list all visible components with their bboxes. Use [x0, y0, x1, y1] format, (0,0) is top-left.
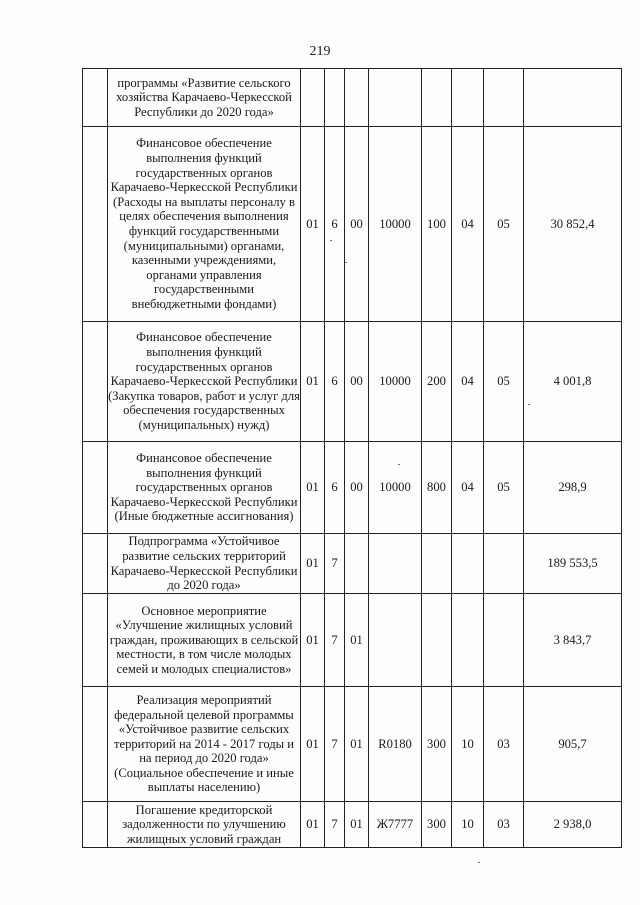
row-lead-cell [83, 687, 108, 802]
amount-cell: 189 553,5 [524, 534, 622, 594]
code-cell [369, 594, 422, 687]
code-cell: 01 [301, 802, 325, 848]
table-row [83, 69, 622, 127]
table-row [83, 322, 622, 442]
code-cell [484, 594, 524, 687]
code-cell [452, 69, 484, 127]
row-description: Финансовое обеспечение выполнения функций государственных органов Карачаево-Черкесской Республики (Закупка товаров, работ и услуг для обеспечения государственных (муниципальных) нужд) [108, 322, 301, 442]
code-cell: 01 [301, 442, 325, 534]
code-cell: 7 [325, 802, 345, 848]
code-cell: 04 [452, 322, 484, 442]
code-cell: 01 [345, 687, 369, 802]
code-cell: 03 [484, 802, 524, 848]
code-cell [345, 534, 369, 594]
code-cell: 01 [301, 687, 325, 802]
code-cell: 6 [325, 127, 345, 322]
code-cell: 10000 [369, 322, 422, 442]
code-cell: 7 [325, 534, 345, 594]
code-cell: 01 [301, 322, 325, 442]
scan-speck [528, 404, 530, 405]
row-lead-cell [83, 69, 108, 127]
table-row [83, 127, 622, 322]
code-cell: 7 [325, 687, 345, 802]
amount-cell: 3 843,7 [524, 594, 622, 687]
scan-speck [330, 240, 332, 241]
row-description: Реализация мероприятий федеральной целевой программы «Устойчивое развитие сельских территорий на 2014 - 2017 годы и на период до 2020 года» (Социальное обеспечение и иные выплаты населению) [108, 687, 301, 802]
code-cell: 100 [422, 127, 452, 322]
row-description: Подпрограмма «Устойчивое развитие сельских территорий Карачаево-Черкесской Республики до 2020 года» [108, 534, 301, 594]
code-cell: 10000 [369, 127, 422, 322]
code-cell [301, 69, 325, 127]
code-cell: 05 [484, 322, 524, 442]
amount-cell: 2 938,0 [524, 802, 622, 848]
code-cell [325, 69, 345, 127]
code-cell: 10 [452, 687, 484, 802]
row-description: Финансовое обеспечение выполнения функций государственных органов Карачаево-Черкесской Республики (Расходы на выплаты персоналу в целях обеспечения выполнения функций государственными (муниципальными) органами, казенными учреждениями, органами управления государственными внебюджетными фондами) [108, 127, 301, 322]
code-cell: 300 [422, 687, 452, 802]
code-cell: 10000 [369, 442, 422, 534]
code-cell: 01 [301, 534, 325, 594]
code-cell: 01 [301, 594, 325, 687]
row-lead-cell [83, 442, 108, 534]
code-cell: 01 [345, 594, 369, 687]
code-cell: 05 [484, 442, 524, 534]
code-cell: 00 [345, 442, 369, 534]
code-cell [422, 69, 452, 127]
code-cell: 10 [452, 802, 484, 848]
code-cell: 6 [325, 442, 345, 534]
amount-cell: 4 001,8 [524, 322, 622, 442]
row-description: программы «Развитие сельского хозяйства Карачаево-Черкесской Республики до 2020 года» [108, 69, 301, 127]
code-cell [452, 534, 484, 594]
row-lead-cell [83, 594, 108, 687]
row-lead-cell [83, 127, 108, 322]
code-cell [484, 534, 524, 594]
row-description: Финансовое обеспечение выполнения функций государственных органов Карачаево-Черкесской Республики (Иные бюджетные ассигнования) [108, 442, 301, 534]
row-lead-cell [83, 802, 108, 848]
code-cell: 800 [422, 442, 452, 534]
code-cell [345, 69, 369, 127]
code-cell: 00 [345, 322, 369, 442]
code-cell: Ж7777 [369, 802, 422, 848]
budget-table [82, 68, 622, 848]
row-lead-cell [83, 534, 108, 594]
code-cell: 01 [345, 802, 369, 848]
code-cell: 6 [325, 322, 345, 442]
scan-speck [345, 262, 347, 263]
page-number: 219 [309, 44, 331, 59]
code-cell: 00 [345, 127, 369, 322]
code-cell: 03 [484, 687, 524, 802]
amount-cell: 30 852,4 [524, 127, 622, 322]
code-cell: 04 [452, 127, 484, 322]
table-row [83, 802, 622, 848]
amount-cell: 298,9 [524, 442, 622, 534]
code-cell [369, 534, 422, 594]
code-cell: R0180 [369, 687, 422, 802]
amount-cell: 905,7 [524, 687, 622, 802]
table-row [83, 687, 622, 802]
amount-cell [524, 69, 622, 127]
code-cell: 01 [301, 127, 325, 322]
table-row [83, 534, 622, 594]
row-lead-cell [83, 322, 108, 442]
row-description: Погашение кредиторской задолженности по улучшению жилищных условий граждан [108, 802, 301, 848]
code-cell [452, 594, 484, 687]
code-cell [422, 594, 452, 687]
code-cell [422, 534, 452, 594]
code-cell: 7 [325, 594, 345, 687]
code-cell [369, 69, 422, 127]
code-cell [484, 69, 524, 127]
table-row [83, 594, 622, 687]
code-cell: 05 [484, 127, 524, 322]
scan-speck [478, 862, 480, 863]
row-description: Основное мероприятие «Улучшение жилищных условий граждан, проживающих в сельской местности, в том числе молодых семей и молодых специалистов» [108, 594, 301, 687]
table-row [83, 442, 622, 534]
code-cell: 04 [452, 442, 484, 534]
code-cell: 300 [422, 802, 452, 848]
code-cell: 200 [422, 322, 452, 442]
scan-speck [398, 464, 400, 465]
